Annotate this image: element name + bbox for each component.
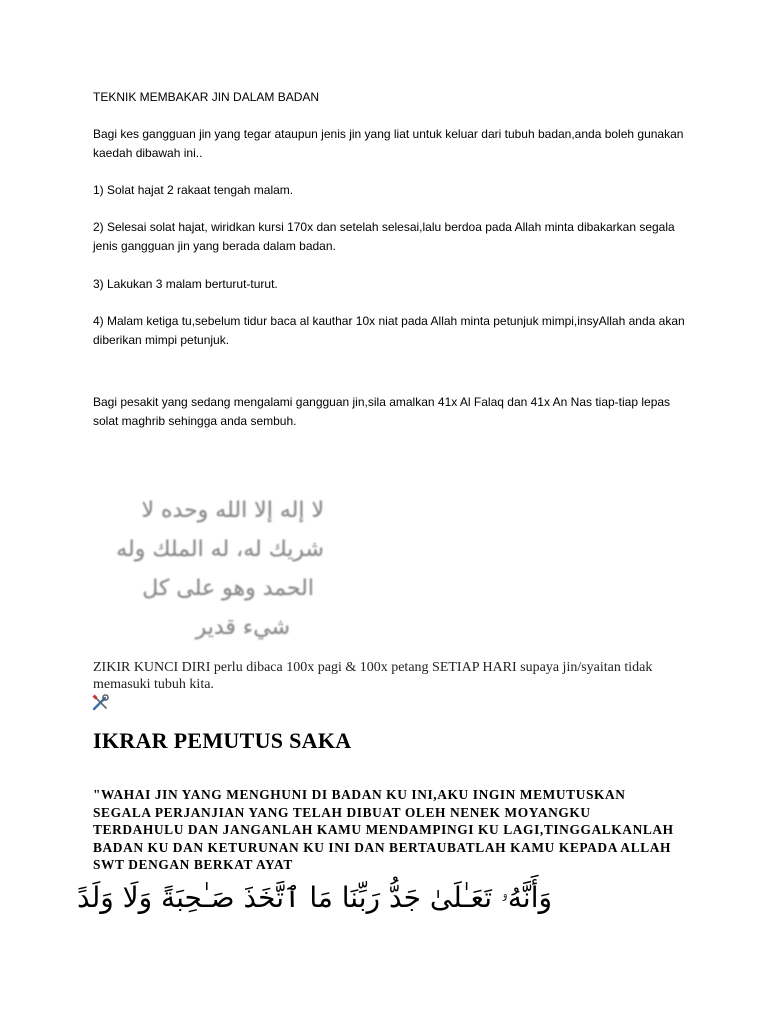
ikrar-heading: IKRAR PEMUTUS SAKA	[93, 728, 352, 753]
step-1: 1) Solat hajat 2 rakaat tengah malam.	[93, 183, 294, 197]
calligraphy-line: شريك له، له الملك وله	[116, 537, 324, 562]
calligraphy-line: شيء قدير	[195, 615, 290, 640]
step-3: 3) Lakukan 3 malam berturut-turut.	[93, 277, 278, 291]
quran-verse: وَأَنَّهُۥ تَعَـٰلَىٰ جَدُّ رَبِّنَا مَا ٱتَّخَذَ صَـٰحِبَةً وَلَا وَلَدً	[77, 881, 552, 914]
step-4: 4) Malam ketiga tu,sebelum tidur baca al kauthar 10x niat pada Allah minta petunjuk mimpi,insyAllah anda akan diberikan mimpi petunjuk.	[93, 314, 685, 347]
calligraphy-line: لا إله إلا الله وحده لا	[141, 498, 324, 523]
tools-icon	[91, 694, 109, 712]
calligraphy-image	[118, 492, 330, 658]
calligraphy-line: الحمد وهو على كل	[142, 576, 314, 601]
intro-paragraph: Bagi kes gangguan jin yang tegar ataupun jenis jin yang liat untuk keluar dari tubuh badan,anda boleh gunakan kaedah dibawah ini..	[93, 127, 684, 160]
step-2: 2) Selesai solat hajat, wiridkan kursi 170x dan setelah selesai,lalu berdoa pada Allah minta dibakarkan segala jenis gangguan jin yang berada dalam badan.	[93, 220, 675, 253]
patient-note: Bagi pesakit yang sedang mengalami gangguan jin,sila amalkan 41x Al Falaq dan 41x An Nas tiap-tiap lepas solat maghrib sehingga anda sembuh.	[93, 395, 671, 428]
zikir-caption: ZIKIR KUNCI DIRI perlu dibaca 100x pagi & 100x petang SETIAP HARI supaya jin/syaitan tidak memasuki tubuh kita.	[93, 660, 653, 692]
ikrar-text: "WAHAI JIN YANG MENGHUNI DI BADAN KU INI,AKU INGIN MEMUTUSKAN SEGALA PERJANJIAN YANG TELAH DIBUAT OLEH NENEK MOYANGKU TERDAHULU DAN JANGANLAH KAMU MENDAMPINGI KU LAGI,TINGGALKANLAH BADAN KU DAN KETURUNAN KU INI DAN BERTAUBATLAH KAMU KEPADA ALLAH SWT DENGAN BERKAT AYAT	[93, 787, 674, 873]
document-title: TEKNIK MEMBAKAR JIN DALAM BADAN	[93, 90, 320, 104]
